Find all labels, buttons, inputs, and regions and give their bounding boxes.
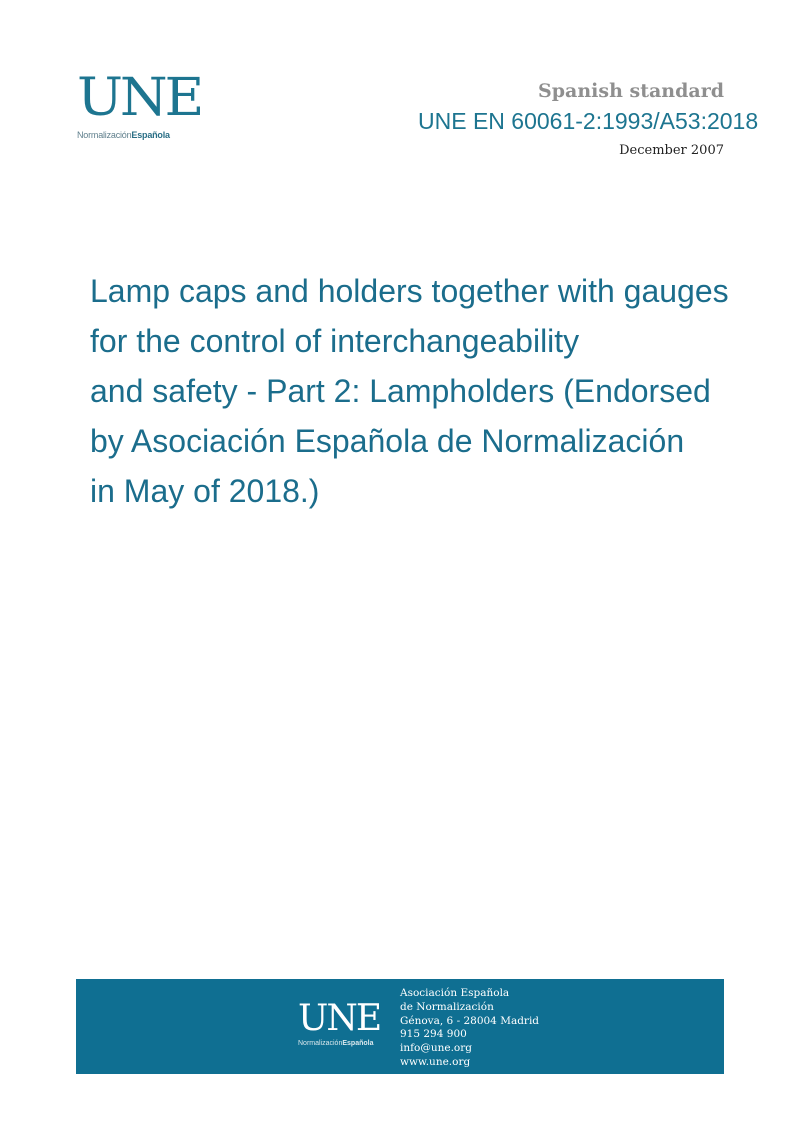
logo-subtitle-right: Española: [131, 130, 170, 140]
title-line: in May of 2018.): [90, 473, 320, 509]
title-line: and safety - Part 2: Lampholders (Endorsed: [90, 373, 711, 409]
standard-label: Spanish standard: [538, 80, 724, 102]
footer-org-name-2: de Normalización: [400, 1000, 494, 1013]
footer-logo-subtitle-right: Española: [342, 1040, 374, 1047]
footer-logo-subtitle-left: Normalización: [298, 1040, 343, 1047]
footer-website-link[interactable]: www.une.org: [400, 1055, 471, 1068]
footer-org-name-1: Asociación Española: [400, 987, 510, 999]
footer-logo-subtitle: [298, 1040, 380, 1047]
footer-phone: 915 294 900: [400, 1028, 467, 1041]
logo-subtitle: [77, 130, 195, 140]
footer-contact-info: [400, 987, 539, 1070]
standard-code: UNE EN 60061-2:1993/A53:2018: [418, 108, 759, 134]
title-line: for the control of interchangeability: [90, 323, 580, 359]
footer-band: [76, 979, 724, 1074]
footer-logo: [298, 998, 381, 1047]
footer-address: Génova, 6 - 28004 Madrid: [400, 1014, 540, 1027]
document-title: [90, 266, 770, 516]
title-line: by Asociación Española de Normalización: [90, 423, 685, 459]
logo-subtitle-left: Normalización: [77, 130, 132, 140]
footer-logo-mark: UNE: [298, 998, 381, 1039]
une-logo: [77, 68, 202, 140]
title-line: Lamp caps and holders together with gauges: [90, 273, 729, 309]
footer-email-link[interactable]: info@une.org: [400, 1042, 472, 1055]
logo-mark: UNE: [77, 68, 202, 128]
standard-date: December 2007: [619, 143, 724, 158]
